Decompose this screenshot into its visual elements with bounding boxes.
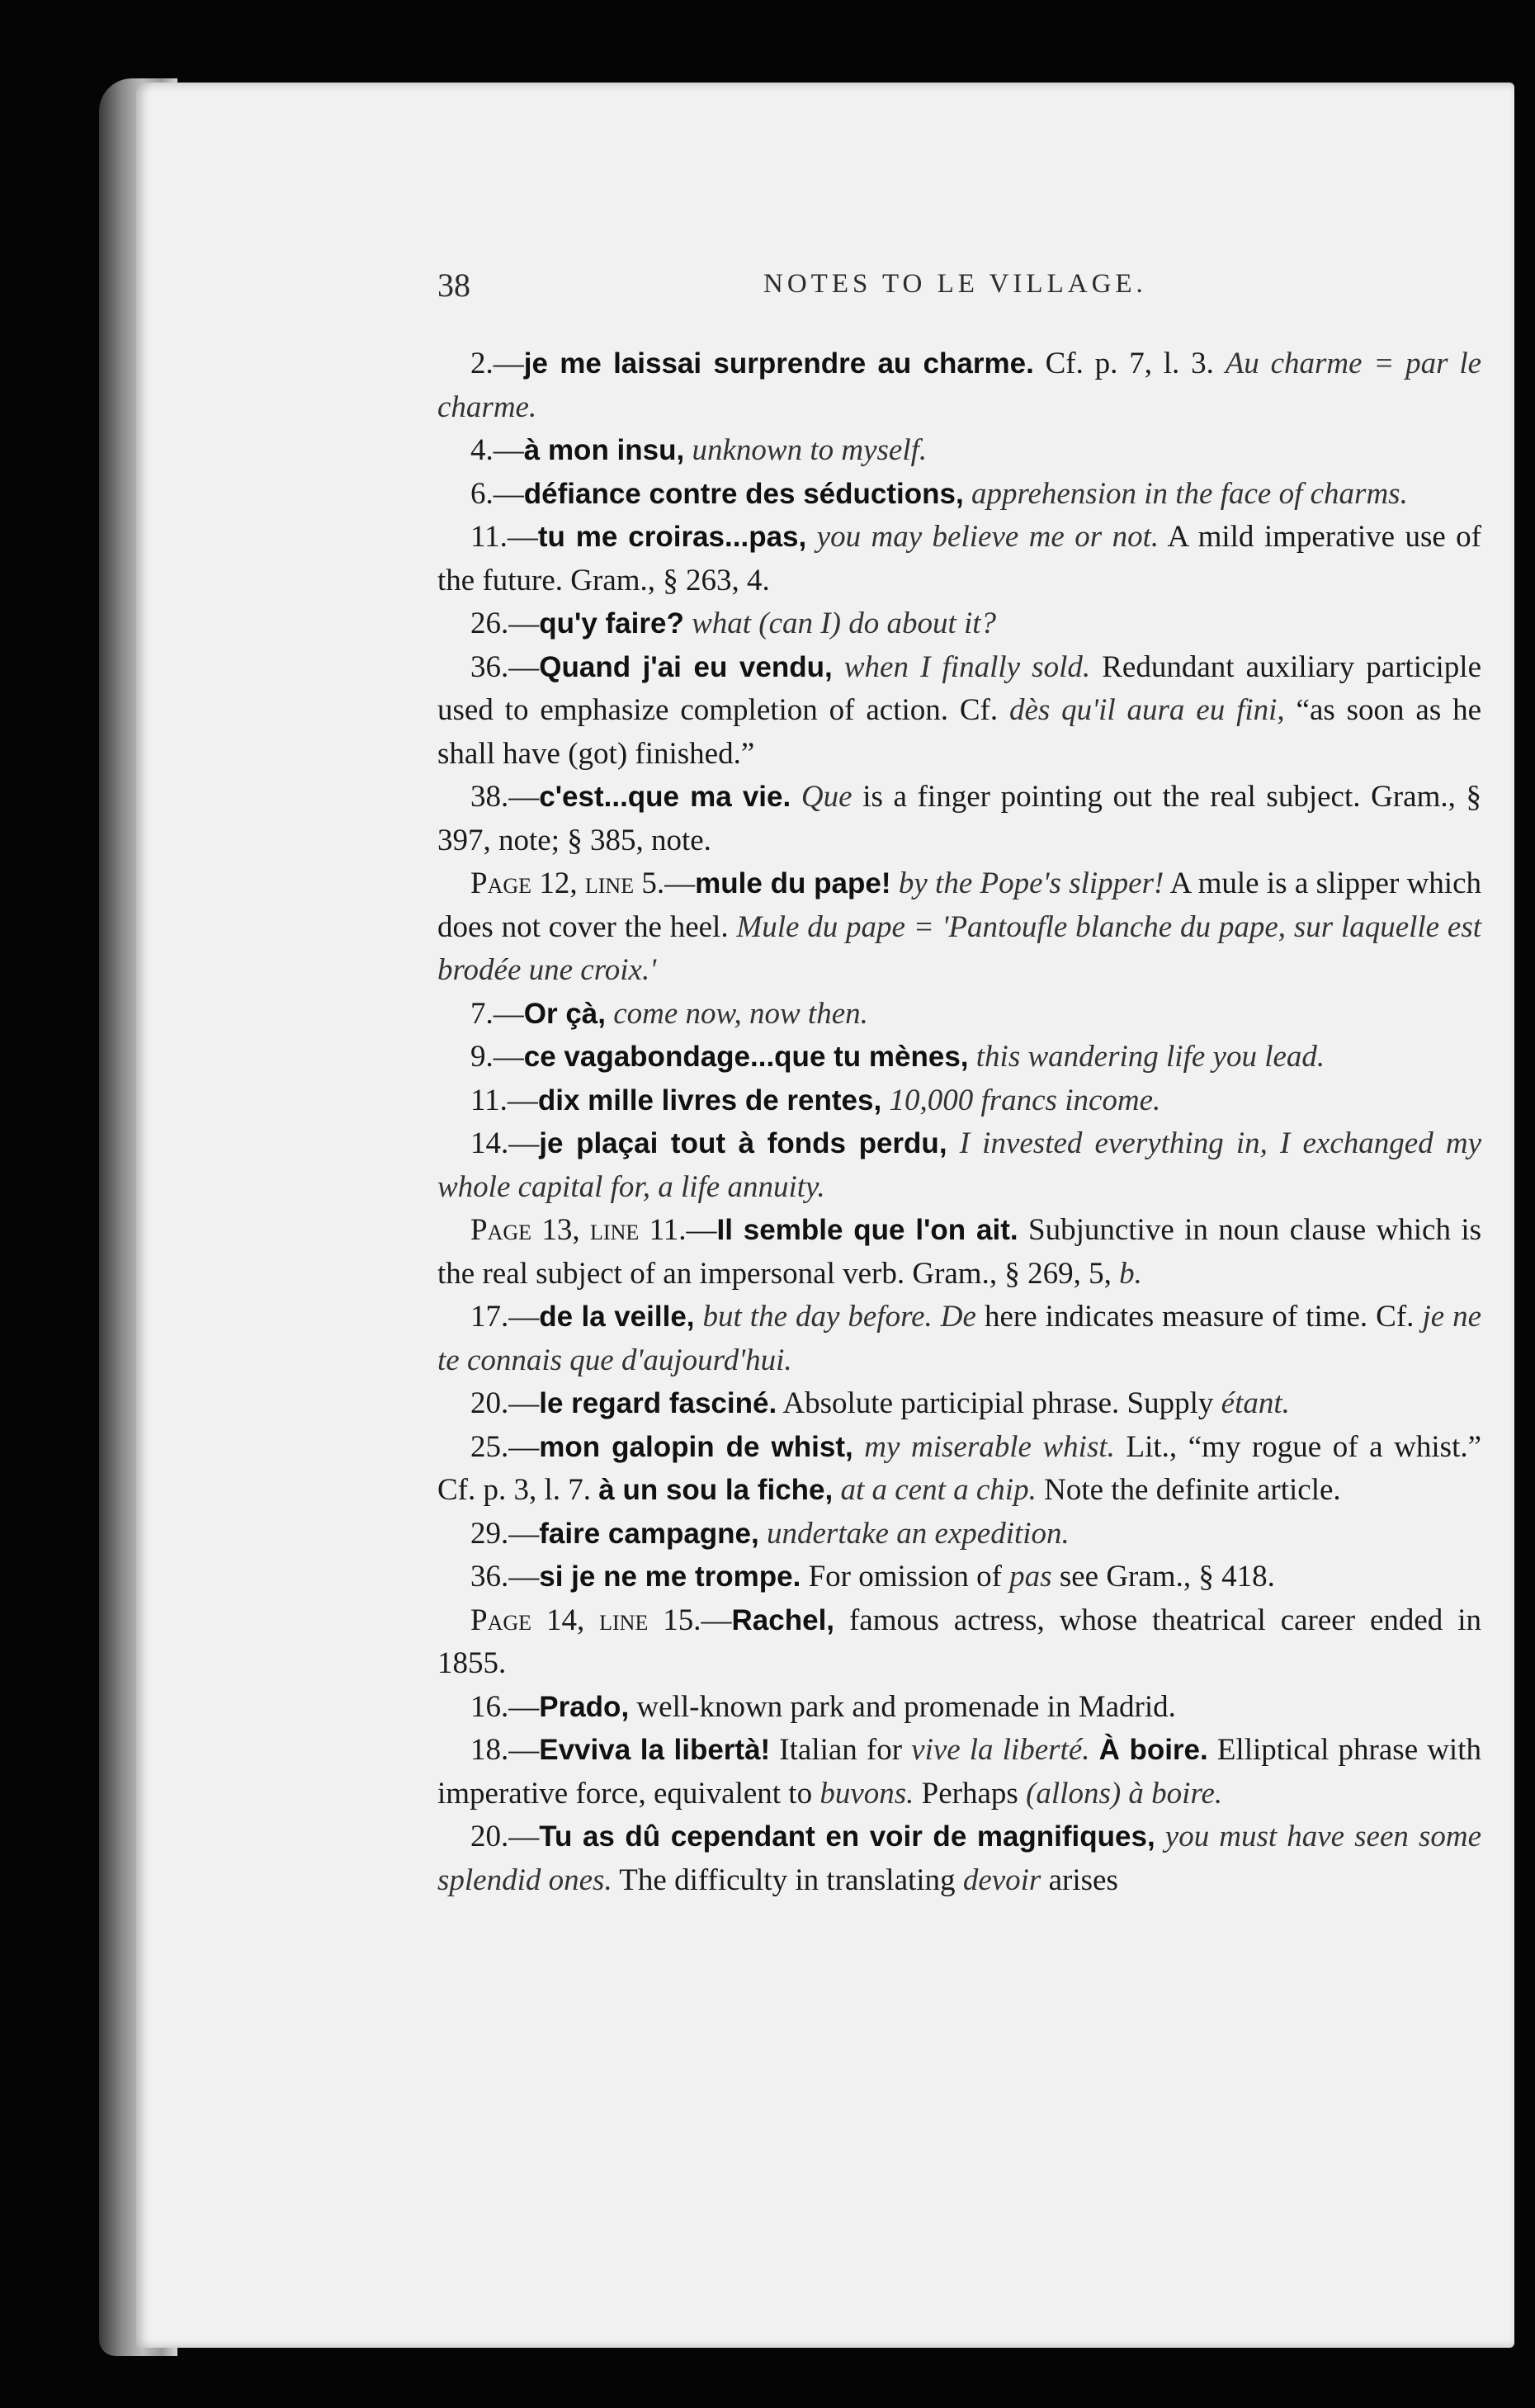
headword: ce vagabondage...que tu mènes, — [523, 1041, 969, 1073]
line-ref: 20. — [470, 1386, 509, 1420]
line-ref: 20. — [470, 1820, 509, 1853]
headword: Evviva la libertà! — [539, 1734, 771, 1766]
note-entry: 9.—ce vagabondage...que tu mènes, this wandering life you lead. — [470, 1040, 1325, 1074]
headword: Prado, — [539, 1690, 630, 1723]
note-entry: 20.—Tu as dû cependant en voir de magnifiques, you must have seen some splendid ones. The difficulty in translating devoir arises — [437, 1820, 1481, 1897]
note-text: Redundant auxiliary participle used to emphasize completion of action. Cf. — [437, 649, 1481, 727]
note-entry: 36.—si je ne me trompe. For omission of pas see Gram., § 418. — [470, 1560, 1275, 1594]
gloss: when I finally sold. — [843, 649, 1091, 684]
note-entry: 29.—faire campagne, undertake an expedition. — [470, 1516, 1070, 1551]
page-ref: Page 12, line 5. — [470, 866, 665, 900]
line-ref: 26. — [470, 607, 509, 640]
headword: dix mille livres de rentes, — [537, 1084, 882, 1117]
note-text: well-known park and promenade in Madrid. — [636, 1689, 1176, 1724]
note-entry: 16.—Prado, well-known park and promenade in Madrid. — [470, 1689, 1176, 1724]
headword: faire campagne, — [539, 1517, 759, 1550]
headword: de la veille, — [539, 1301, 695, 1333]
gloss: come now, now then. — [613, 996, 868, 1031]
note-entry: 6.—défiance contre des séductions, apprehension in the face of charms. — [470, 476, 1408, 511]
line-ref: 17. — [470, 1300, 509, 1334]
note-entry: 36.—Quand j'ai eu vendu, when I finally sold. Redundant auxiliary participle used to emphasize completion of action. Cf. dès qu'il aura eu fini, “as soon as he shall have (got) finished.” — [437, 649, 1482, 771]
gloss: apprehension in the face of charms. — [971, 476, 1408, 511]
note-text: here indicates measure of time. Cf. — [984, 1300, 1415, 1334]
page-number: 38 — [437, 267, 470, 304]
gloss: Au charme = par le charme. — [437, 347, 1482, 424]
note-text: is a finger pointing out the real subject. Gram., § 397, note; § 385, note. — [437, 780, 1482, 857]
gloss: my miserable whist. — [864, 1429, 1115, 1464]
note-entry: 17.—de la veille, but the day before. De here indicates measure of time. Cf. je ne te connais que d'aujourd'hui. — [437, 1300, 1482, 1377]
headword: qu'y faire? — [539, 607, 684, 640]
gloss: I invested everything in, I exchanged my whole capital for, a life annuity. — [437, 1126, 1481, 1204]
line-ref: 14. — [470, 1126, 509, 1160]
example: (allons) à boire. — [1026, 1776, 1223, 1811]
line-ref: 9. — [470, 1040, 494, 1074]
gloss: but the day before. — [702, 1300, 933, 1334]
gloss: at a cent a chip. — [840, 1473, 1037, 1507]
line-ref: 11. — [470, 520, 508, 554]
example: b. — [1119, 1256, 1142, 1291]
note-entry: 14.—je plaçai tout à fonds perdu, I invested everything in, I exchanged my whole capital for, a life annuity. — [437, 1126, 1481, 1204]
gloss: 10,000 francs income. — [889, 1083, 1161, 1117]
headword: mule du pape! — [695, 867, 891, 899]
gloss: by the Pope's slipper! — [898, 866, 1164, 900]
note-text: Subjunctive in noun clause which is the real subject of an impersonal verb. Gram., § 269, 5, — [437, 1213, 1482, 1291]
headword: Tu as dû cependant en voir de magnifiques, — [539, 1820, 1155, 1853]
example: De — [940, 1300, 976, 1334]
headword: défiance contre des séductions, — [523, 477, 964, 510]
note-entry: Page 13, line 11.—Il semble que l'on ait. Subjunctive in noun clause which is the real subject of an impersonal verb. Gram., § 269, 5, b. — [437, 1213, 1482, 1291]
line-ref: 36. — [470, 1560, 509, 1594]
note-text: A mule is a slipper which does not cover the heel. — [437, 866, 1482, 944]
notes-text — [437, 342, 1481, 1902]
note-entry: 18.—Evviva la libertà! Italian for vive la liberté. À boire. Elliptical phrase with imperative force, equivalent to buvons. Perhaps (allons) à boire. — [437, 1733, 1481, 1811]
gloss: undertake an expedition. — [767, 1516, 1070, 1551]
example: devoir — [962, 1863, 1041, 1897]
note-entry: 2.—je me laissai surprendre au charme. Cf. p. 7, l. 3. Au charme = par le charme. — [437, 347, 1482, 424]
headword: tu me croiras...pas, — [537, 521, 807, 553]
gloss: unknown to myself. — [692, 433, 928, 467]
headword: Or çà, — [523, 997, 606, 1030]
line-ref: 18. — [470, 1733, 509, 1767]
headword: À boire. — [1098, 1734, 1208, 1766]
note-text: see Gram., § 418. — [1059, 1560, 1275, 1594]
note-text: famous actress, whose theatrical career ended in 1855. — [437, 1603, 1482, 1680]
note-text: Note the definite article. — [1044, 1473, 1341, 1507]
line-ref: 16. — [470, 1689, 509, 1724]
headword: Rachel, — [731, 1603, 835, 1636]
note-text: arises — [1048, 1863, 1118, 1897]
note-text: Italian for — [779, 1733, 903, 1767]
line-ref: 2. — [470, 347, 494, 380]
headword: le regard fasciné. — [539, 1387, 777, 1419]
gloss: you may believe me or not. — [816, 520, 1160, 554]
line-ref: 38. — [470, 780, 509, 814]
note-text: Elliptical phrase with imperative force, equivalent to — [437, 1733, 1481, 1811]
note-text: Cf. p. 7, l. 3. — [1045, 347, 1214, 380]
headword: c'est...que ma vie. — [539, 781, 791, 813]
gloss: you must have seen some splendid ones. — [437, 1820, 1481, 1897]
page-ref: Page 14, line 15. — [470, 1603, 701, 1637]
note-entry: 7.—Or çà, come now, now then. — [470, 996, 868, 1031]
note-entry: 11.—tu me croiras...pas, you may believe me or not. A mild imperative use of the future. Gram., § 263, 4. — [437, 520, 1481, 597]
note-entry: Page 14, line 15.—Rachel, famous actress, whose theatrical career ended in 1855. — [437, 1603, 1482, 1680]
gloss: this wandering life you lead. — [975, 1040, 1325, 1074]
note-entry: 25.—mon galopin de whist, my miserable whist. Lit., “my rogue of a whist.” Cf. p. 3, l. 7. à un sou la fiche, at a cent a chip. Note the definite article. — [437, 1429, 1482, 1507]
page-ref: Page 13, line 11. — [470, 1213, 687, 1247]
headword: à un sou la fiche, — [598, 1474, 834, 1506]
example: Que — [801, 780, 853, 814]
example: buvons. — [819, 1776, 914, 1811]
example: étant. — [1221, 1386, 1290, 1420]
example: pas — [1009, 1560, 1052, 1594]
example: je ne te connais que d'aujourd'hui. — [437, 1300, 1482, 1377]
note-text: Lit., “my rogue of a whist.” Cf. p. 3, l. 7. — [437, 1429, 1482, 1507]
note-entry: Page 12, line 5.—mule du pape! by the Pope's slipper! A mule is a slipper which does not cover the heel. Mule du pape = 'Pantoufle blanche du pape, sur laquelle est brodée une croix.' — [437, 866, 1482, 987]
line-ref: 6. — [470, 476, 494, 511]
line-ref: 36. — [470, 649, 509, 684]
headword: je plaçai tout à fonds perdu, — [539, 1127, 947, 1159]
line-ref: 4. — [470, 433, 494, 467]
note-entry: 11.—dix mille livres de rentes, 10,000 francs income. — [470, 1083, 1161, 1117]
note-entry: 4.—à mon insu, unknown to myself. — [470, 433, 928, 467]
note-text: For omission of — [808, 1560, 1002, 1594]
gloss: what (can I) do about it? — [692, 607, 997, 640]
headword: si je ne me trompe. — [539, 1560, 801, 1593]
note-entry: 38.—c'est...que ma vie. Que is a finger pointing out the real subject. Gram., § 397, note; § 385, note. — [437, 780, 1482, 857]
line-ref: 11. — [470, 1083, 508, 1117]
note-entry: 26.—qu'y faire? what (can I) do about it? — [470, 607, 997, 640]
line-ref: 29. — [470, 1516, 509, 1551]
note-text: The difficulty in translating — [619, 1863, 956, 1897]
headword: Quand j'ai eu vendu, — [539, 650, 833, 683]
headword: Il semble que l'on ait. — [716, 1214, 1018, 1246]
line-ref: 7. — [470, 996, 494, 1031]
headword: je me laissai surprendre au charme. — [523, 347, 1034, 380]
quote: Mule du pape = 'Pantoufle blanche du pape, sur laquelle est brodée une croix.' — [437, 909, 1482, 987]
line-ref: 25. — [470, 1429, 509, 1464]
note-entry: 20.—le regard fasciné. Absolute participial phrase. Supply étant. — [470, 1386, 1290, 1420]
example: vive la liberté. — [911, 1733, 1090, 1767]
note-text: Perhaps — [921, 1776, 1018, 1811]
note-text: Absolute participial phrase. Supply — [782, 1386, 1214, 1420]
example: dès qu'il aura eu fini, — [1009, 693, 1285, 727]
note-text: A mild imperative use of the future. Gram., § 263, 4. — [437, 520, 1481, 597]
headword: à mon insu, — [523, 434, 685, 466]
headword: mon galopin de whist, — [539, 1430, 853, 1463]
note-text: “as soon as he shall have (got) finished.” — [437, 693, 1482, 771]
running-head: NOTES TO LE VILLAGE. — [763, 269, 1147, 299]
